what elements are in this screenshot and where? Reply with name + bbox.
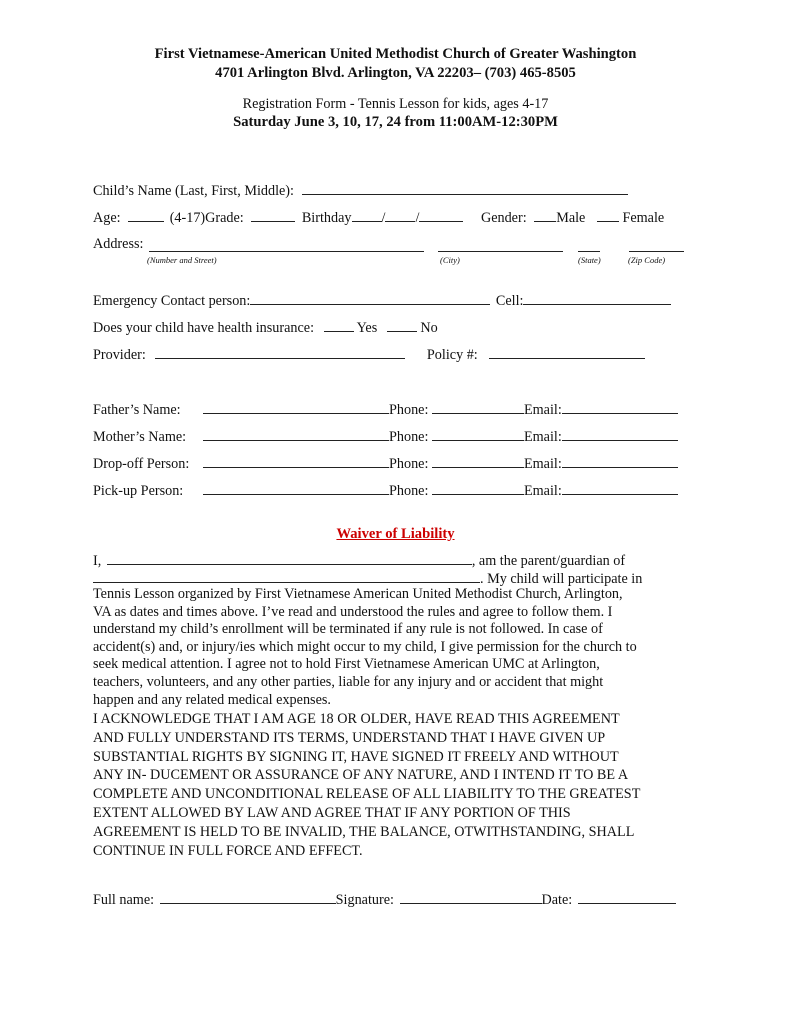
signature-label: Signature:	[335, 892, 394, 908]
waiver-body-line: seek medical attention. I agree not to hold First Vietnamese American UMC at Arlington,	[93, 656, 600, 673]
male-label: Male	[556, 210, 586, 226]
state-caption: (State)	[578, 255, 601, 265]
acknowledgement-line: ANY IN- DUCEMENT OR ASSURANCE OF ANY NATURE, AND I INTEND IT TO BE A	[93, 767, 629, 784]
contact-row-pickup	[93, 482, 678, 500]
cell-field[interactable]	[523, 292, 671, 305]
acknowledgement-line: I ACKNOWLEDGE THAT I AM AGE 18 OR OLDER, HAVE READ THIS AGREEMENT	[93, 711, 620, 727]
father-email-field[interactable]	[562, 401, 678, 414]
org-address: 4701 Arlington Blvd. Arlington, VA 22203– (703) 465-8505	[215, 65, 576, 81]
waiver-body-line: teachers, volunteers, and any other parties, liable for any injury and or accident that might	[93, 673, 604, 690]
contact-row-father	[93, 401, 678, 419]
age-label: Age:	[93, 210, 121, 226]
age-field[interactable]	[128, 209, 164, 222]
acknowledgement-line: SUBSTANTIAL RIGHTS BY SIGNING IT, HAVE SIGNED IT FREELY AND WITHOUT	[93, 748, 619, 765]
email-label: Email:	[523, 483, 562, 499]
grade-field[interactable]	[251, 209, 295, 222]
city-field[interactable]	[438, 239, 563, 252]
waiver-title: Waiver of Liability	[336, 526, 455, 542]
signature-field[interactable]	[400, 891, 542, 904]
waiver-acknowledgement	[93, 710, 713, 860]
guardian-name-field[interactable]	[107, 552, 472, 565]
acknowledgement-line: COMPLETE AND UNCONDITIONAL RELEASE OF ALL LIABILITY TO THE GREATEST	[93, 786, 641, 803]
provider-row	[93, 346, 645, 364]
birthday-month-field[interactable]	[352, 209, 382, 222]
contact-row-dropoff	[93, 455, 678, 473]
child-name-field[interactable]	[302, 182, 628, 195]
contact-label: Mother’s Name:	[93, 429, 187, 445]
waiver-body-line: understand my child’s enrollment will be terminated if any rule is not followed. In case of	[93, 621, 603, 638]
waiver-line1-suffix: , am the parent/guardian of	[471, 553, 626, 569]
female-checkbox[interactable]	[597, 209, 619, 222]
insurance-yes-checkbox[interactable]	[324, 319, 354, 332]
waiver-body-line: happen and any related medical expenses.	[93, 691, 331, 708]
child-name-label: Child’s Name (Last, First, Middle):	[93, 183, 294, 199]
insurance-question: Does your child have health insurance:	[93, 320, 315, 336]
provider-label: Provider:	[93, 347, 146, 363]
emergency-contact-field[interactable]	[250, 292, 490, 305]
dropoff-email-field[interactable]	[562, 455, 678, 468]
zip-field[interactable]	[629, 239, 684, 252]
mother-phone-field[interactable]	[432, 428, 524, 441]
contact-label: Pick-up Person:	[93, 483, 184, 499]
street-field[interactable]	[149, 239, 424, 252]
org-name: First Vietnamese-American United Methodist Church of Greater Washington	[154, 46, 637, 62]
contact-label: Father’s Name:	[93, 402, 181, 418]
phone-label: Phone:	[389, 456, 429, 472]
state-field[interactable]	[578, 239, 600, 252]
birthday-day-field[interactable]	[385, 209, 415, 222]
acknowledgement-line: CONTINUE IN FULL FORCE AND EFFECT.	[93, 842, 363, 859]
signature-row	[93, 891, 676, 909]
email-label: Email:	[523, 429, 562, 445]
waiver-body-line: accident(s) and, or injury/ies which might occur to my child, I give permission for the church to	[93, 638, 637, 655]
birthday-label: Birthday	[301, 210, 352, 226]
child-name-waiver-field[interactable]	[93, 570, 480, 583]
pickup-phone-field[interactable]	[432, 482, 524, 495]
waiver-body-line: VA as dates and times above. I’ve read and understood the rules and agree to follow them. I	[93, 603, 613, 620]
phone-label: Phone:	[389, 429, 429, 445]
street-caption: (Number and Street)	[147, 255, 217, 265]
waiver-section-header	[0, 526, 791, 543]
policy-label: Policy #:	[426, 347, 478, 363]
full-name-label: Full name:	[93, 892, 155, 908]
acknowledgement-line: EXTENT ALLOWED BY LAW AND AGREE THAT IF ANY PORTION OF THIS	[93, 804, 571, 821]
policy-field[interactable]	[489, 346, 645, 359]
mother-name-field[interactable]	[203, 428, 389, 441]
birthday-year-field[interactable]	[419, 209, 463, 222]
acknowledgement-line: AND FULLY UNDERSTAND ITS TERMS, UNDERSTAND THAT I HAVE GIVEN UP	[93, 729, 606, 746]
emergency-contact-label: Emergency Contact person:	[93, 293, 251, 309]
waiver-body	[93, 586, 703, 709]
acknowledgement-line: AGREEMENT IS HELD TO BE INVALID, THE BALANCE, OTWITHSTANDING, SHALL	[93, 823, 635, 840]
father-phone-field[interactable]	[432, 401, 524, 414]
insurance-no-checkbox[interactable]	[387, 319, 417, 332]
mother-email-field[interactable]	[562, 428, 678, 441]
emergency-row	[93, 292, 671, 310]
date-separator: /	[381, 210, 386, 226]
dropoff-name-field[interactable]	[203, 455, 389, 468]
insurance-row	[93, 319, 438, 337]
form-title: Registration Form - Tennis Lesson for kids, ages 4-17	[242, 96, 549, 112]
waiver-body-line: Tennis Lesson organized by First Vietnamese American United Methodist Church, Arlington,	[93, 586, 623, 602]
zip-caption: (Zip Code)	[628, 255, 666, 265]
waiver-i-prefix: I,	[93, 553, 102, 569]
age-row	[93, 209, 664, 227]
child-name-row	[93, 182, 628, 200]
father-name-field[interactable]	[203, 401, 389, 414]
insurance-no-label: No	[420, 320, 438, 336]
contact-label: Drop-off Person:	[93, 456, 190, 472]
contact-row-mother	[93, 428, 678, 446]
grade-label: (4-17)Grade:	[169, 210, 244, 226]
date-label: Date:	[541, 892, 573, 908]
phone-label: Phone:	[389, 483, 429, 499]
provider-field[interactable]	[155, 346, 405, 359]
dropoff-phone-field[interactable]	[432, 455, 524, 468]
email-label: Email:	[523, 456, 562, 472]
email-label: Email:	[523, 402, 562, 418]
gender-label: Gender:	[480, 210, 527, 226]
waiver-line-1	[93, 552, 625, 570]
date-field[interactable]	[578, 891, 676, 904]
cell-label: Cell:	[495, 293, 524, 309]
date-separator: /	[415, 210, 420, 226]
pickup-email-field[interactable]	[562, 482, 678, 495]
female-label: Female	[622, 210, 665, 226]
phone-label: Phone:	[389, 402, 429, 418]
male-checkbox[interactable]	[534, 209, 556, 222]
schedule: Saturday June 3, 10, 17, 24 from 11:00AM-12:30PM	[233, 114, 558, 130]
waiver-line2-suffix: . My child will participate in	[480, 571, 643, 587]
pickup-name-field[interactable]	[203, 482, 389, 495]
address-label: Address:	[93, 236, 144, 252]
insurance-yes-label: Yes	[356, 320, 378, 336]
city-caption: (City)	[440, 255, 460, 265]
full-name-field[interactable]	[160, 891, 336, 904]
